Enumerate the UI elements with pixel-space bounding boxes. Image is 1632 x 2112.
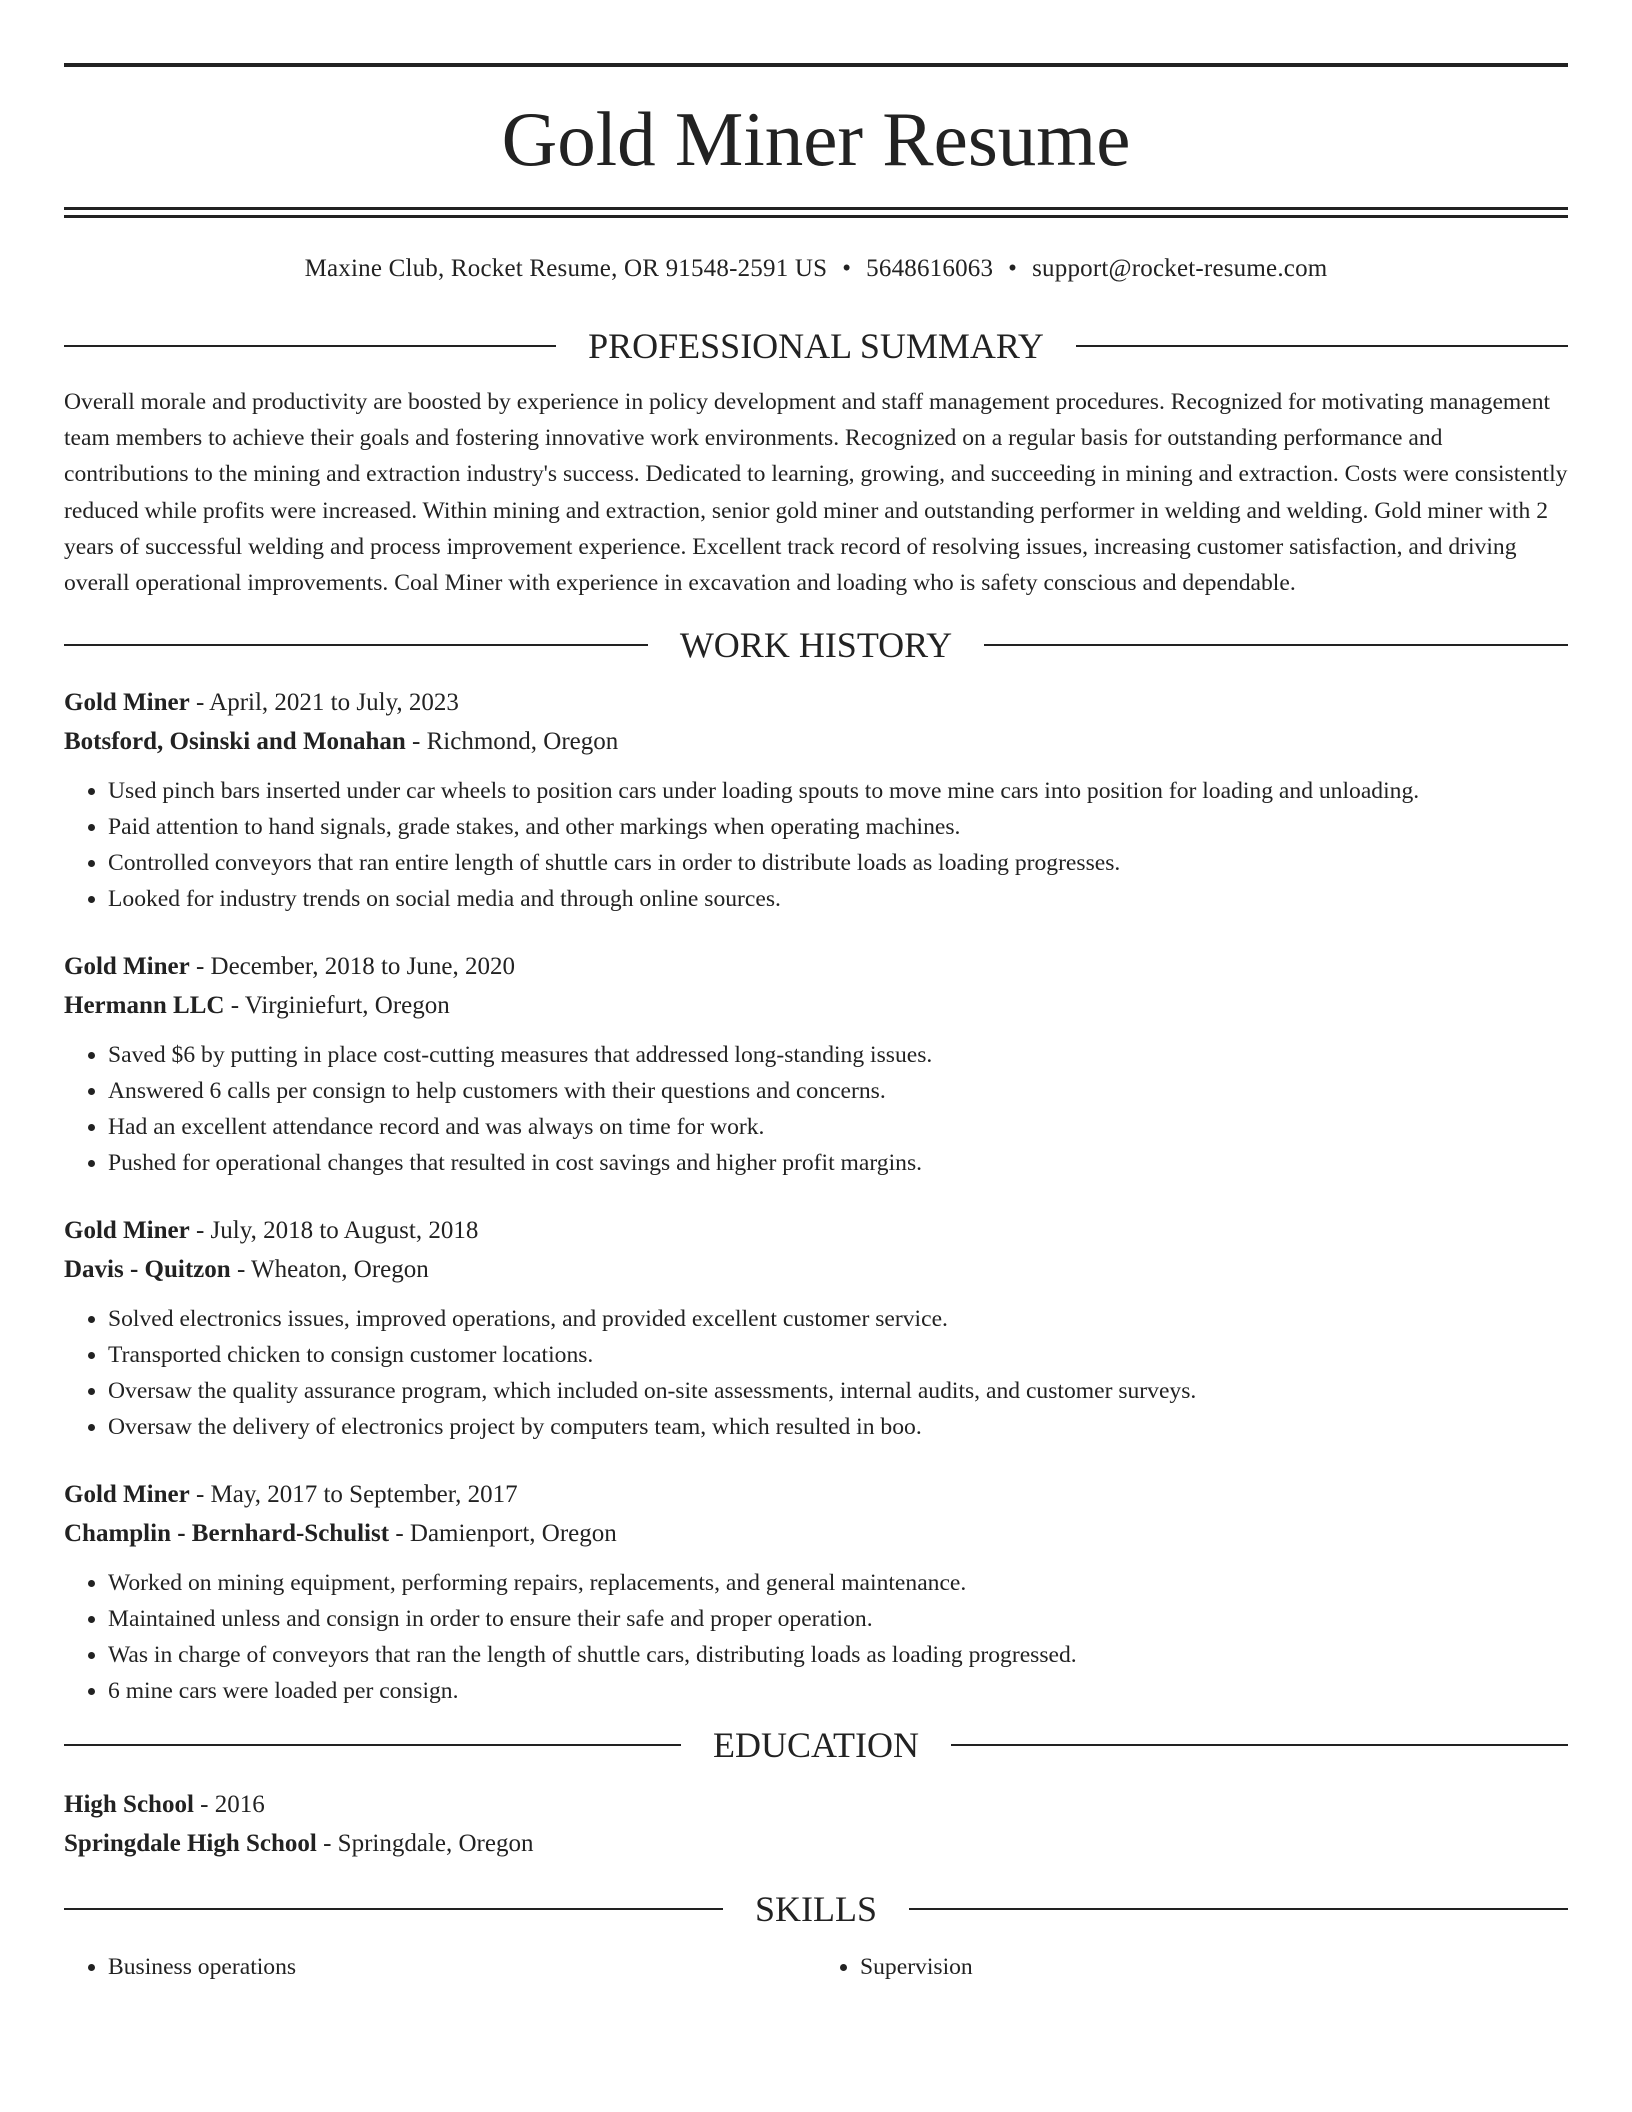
job-company: Davis - Quitzon [64, 1256, 231, 1284]
contact-phone: 5648616063 [866, 255, 994, 282]
resume-title: Gold Miner Resume [501, 96, 1131, 182]
job-dates: - July, 2018 to August, 2018 [189, 1217, 479, 1245]
section-rule [64, 1908, 723, 1910]
list-item: • Paid attention to hand signals, grade stakes, and other markings when operating machines. [108, 809, 1568, 845]
job-company: Champlin - Bernhard-Schulist [64, 1520, 390, 1548]
job-location: - Wheaton, Oregon [230, 1256, 429, 1284]
education-school-line [64, 1824, 1568, 1863]
job-dates: - December, 2018 to June, 2020 [189, 953, 515, 981]
job-bullets [64, 1301, 1568, 1445]
list-item: • Business operations [108, 1949, 816, 1985]
section-rule [951, 1744, 1568, 1746]
section-rule [64, 345, 556, 347]
education-school: Springdale High School [64, 1830, 317, 1858]
title-double-rule [64, 207, 1568, 218]
contact-separator: • [842, 255, 852, 282]
list-item: • Worked on mining equipment, performing repairs, replacements, and general maintenance. [108, 1565, 1568, 1601]
education-entry [64, 1785, 1568, 1863]
list-item: • Was in charge of conveyors that ran the length of shuttle cars, distributing loads as loading progressed. [108, 1637, 1568, 1673]
job-company: Hermann LLC [64, 992, 225, 1020]
section-rule [909, 1908, 1568, 1910]
job-title-line [64, 683, 1568, 722]
list-item: • Used pinch bars inserted under car wheels to position cars under loading spouts to move mine cars into position for loading and unloading. [108, 773, 1568, 809]
job-entry [64, 1475, 1568, 1709]
list-item: • Controlled conveyors that ran entire length of shuttle cars in order to distribute loads as loading progresses. [108, 845, 1568, 881]
job-bullets [64, 773, 1568, 917]
job-title: Gold Miner [64, 689, 190, 717]
list-item: • Saved $6 by putting in place cost-cutting measures that addressed long-standing issues. [108, 1037, 1568, 1073]
job-entry [64, 683, 1568, 917]
section-header-skills [64, 1887, 1568, 1931]
list-item: • Maintained unless and consign in order to ensure their safe and proper operation. [108, 1601, 1568, 1637]
job-dates: - May, 2017 to September, 2017 [189, 1481, 518, 1509]
section-rule [1076, 345, 1568, 347]
list-item: • Solved electronics issues, improved operations, and provided excellent customer service. [108, 1301, 1568, 1337]
skills-list [64, 1949, 1568, 1985]
section-header-summary [64, 324, 1568, 368]
job-title-line [64, 1475, 1568, 1514]
section-rule [64, 1744, 681, 1746]
job-company-line [64, 1514, 1568, 1553]
resume-page [64, 0, 1568, 1985]
skills-column-right [816, 1949, 1568, 1985]
job-title-line [64, 947, 1568, 986]
job-title: Gold Miner [64, 1481, 190, 1509]
education-degree: High School [64, 1791, 194, 1819]
job-company: Botsford, Osinski and Monahan [64, 728, 406, 756]
education-location: - Springdale, Oregon [316, 1830, 534, 1858]
contact-email: support@rocket-resume.com [1032, 255, 1328, 282]
list-item: • Pushed for operational changes that resulted in cost savings and higher profit margins. [108, 1145, 1568, 1181]
list-item: • Oversaw the quality assurance program, which included on-site assessments, internal audits, and customer surveys. [108, 1373, 1568, 1409]
job-entry [64, 1211, 1568, 1445]
job-entry [64, 947, 1568, 1181]
section-header-work-history [64, 623, 1568, 667]
job-dates: - April, 2021 to July, 2023 [189, 689, 459, 717]
section-title: EDUCATION [713, 1725, 919, 1766]
job-title: Gold Miner [64, 1217, 190, 1245]
job-title-line [64, 1211, 1568, 1250]
section-title: WORK HISTORY [679, 625, 953, 666]
section-title: PROFESSIONAL SUMMARY [588, 326, 1044, 366]
job-bullets [64, 1037, 1568, 1181]
section-rule [984, 644, 1568, 646]
list-item: • Answered 6 calls per consign to help customers with their questions and concerns. [108, 1073, 1568, 1109]
contact-line [64, 254, 1568, 284]
contact-address: Maxine Club, Rocket Resume, OR 91548-2591 US [304, 255, 828, 282]
list-item: • Oversaw the delivery of electronics project by computers team, which resulted in boo. [108, 1409, 1568, 1445]
job-company-line [64, 722, 1568, 761]
top-rule [64, 63, 1568, 67]
education-degree-line [64, 1785, 1568, 1824]
section-title: SKILLS [755, 1889, 878, 1930]
list-item: • Had an excellent attendance record and was always on time for work. [108, 1109, 1568, 1145]
job-location: - Damienport, Oregon [389, 1520, 617, 1548]
job-location: - Virginiefurt, Oregon [224, 992, 450, 1020]
list-item: • Supervision [860, 1949, 1568, 1985]
section-header-education [64, 1723, 1568, 1767]
list-item: • Transported chicken to consign customer locations. [108, 1337, 1568, 1373]
job-bullets [64, 1565, 1568, 1709]
list-item: • 6 mine cars were loaded per consign. [108, 1673, 1568, 1709]
job-title: Gold Miner [64, 953, 190, 981]
section-rule [64, 644, 648, 646]
job-company-line [64, 1250, 1568, 1289]
education-year: - 2016 [193, 1791, 265, 1819]
list-item: • Looked for industry trends on social media and through online sources. [108, 881, 1568, 917]
job-company-line [64, 986, 1568, 1025]
skills-column-left [64, 1949, 816, 1985]
job-location: - Richmond, Oregon [405, 728, 619, 756]
professional-summary: Overall morale and productivity are boosted by experience in policy development and staff management procedures. Recognized for motivating management team members to achieve their goals and fostering innovative work environments. Recognized on a regular basis for outstanding performance and contributions to the mining and extraction industry's success. Dedicated to learning, growing, and succeeding in mining and extraction. Costs were consistently reduced while profits were increased. Within mining and extraction, senior gold miner and outstanding performer in welding and welding. Gold miner with 2 years of successful welding and process improvement experience. Excellent track record of resolving issues, increasing customer satisfaction, and driving overall operational improvements. Coal Miner with experience in excavation and loading who is safety conscious and dependable. [64, 389, 1568, 597]
contact-separator: • [1008, 255, 1018, 282]
